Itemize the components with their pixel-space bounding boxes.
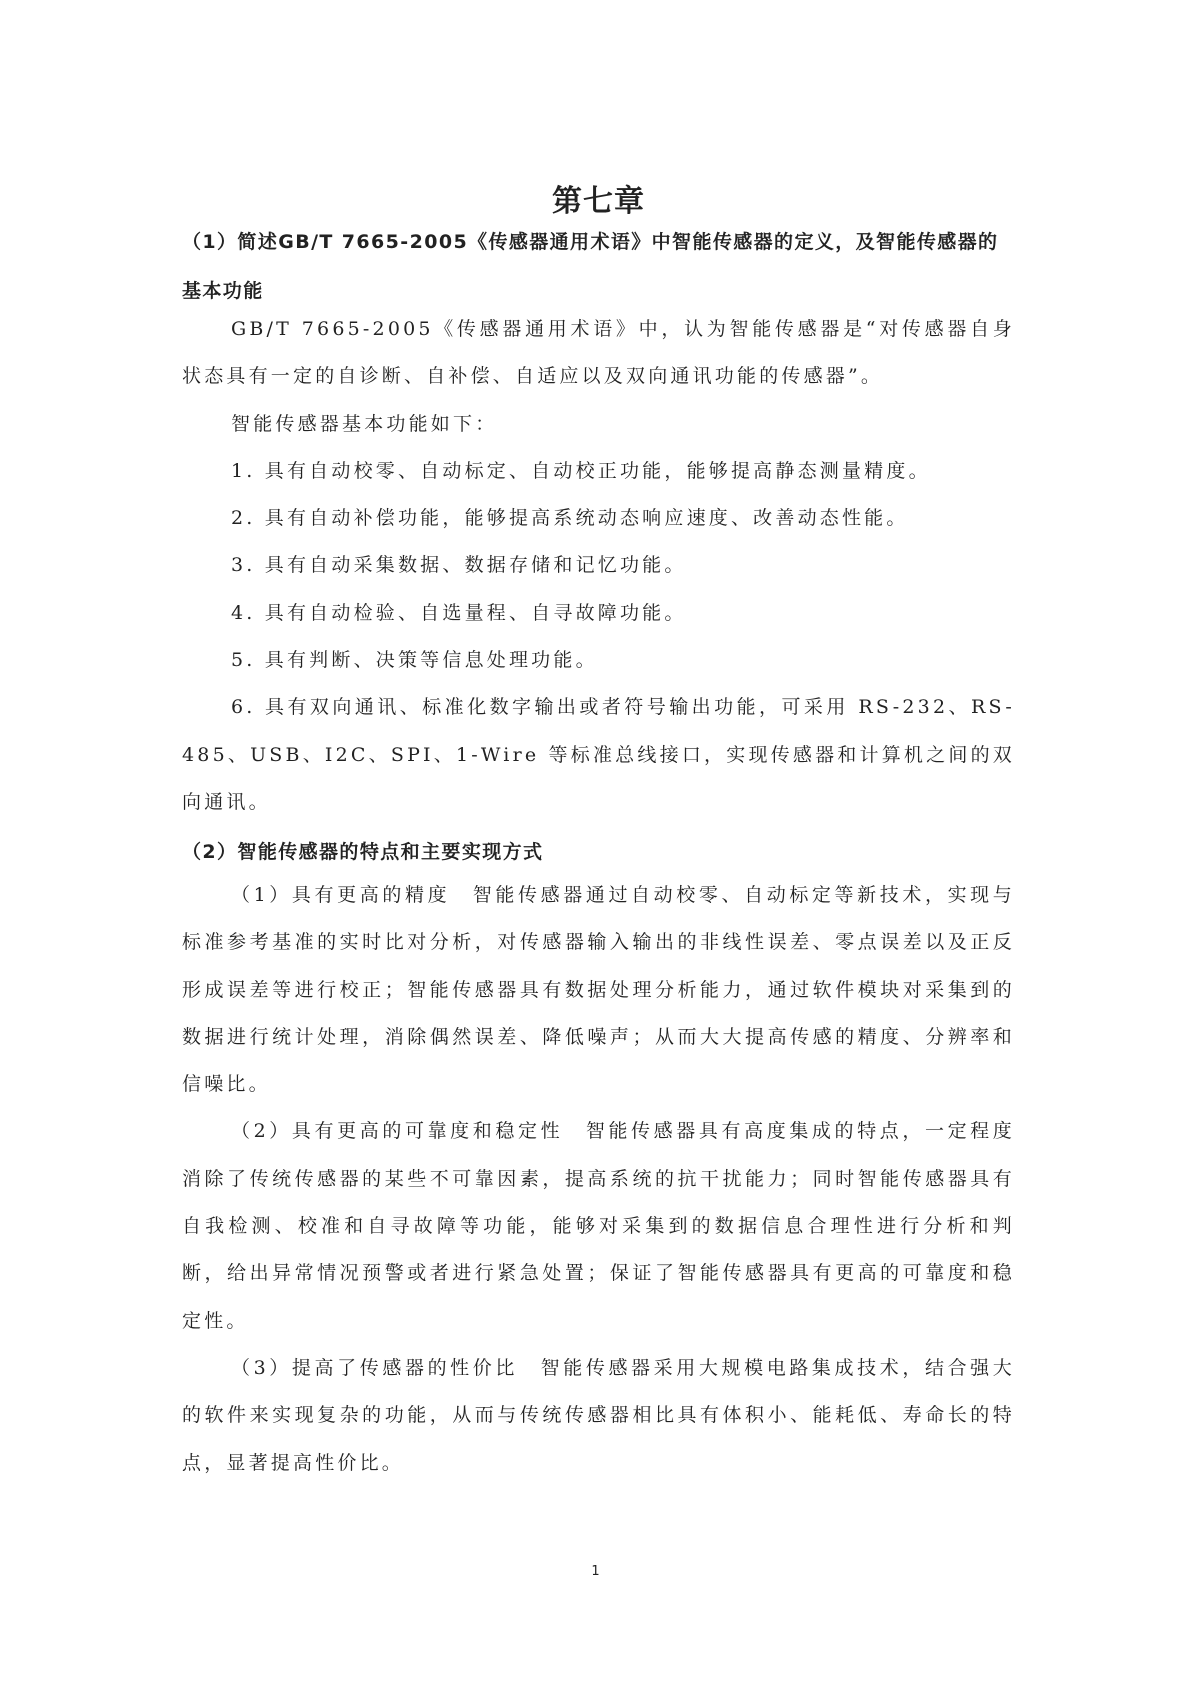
function-item-1: 1. 具有自动校零、自动标定、自动校正功能，能够提高静态测量精度。 <box>231 459 931 482</box>
page-number: 1 <box>591 1564 600 1579</box>
section-2-heading: （2）智能传感器的特点和主要实现方式 <box>182 841 544 863</box>
feature-paragraph-1: （1）具有更高的精度 智能传感器通过自动校零、自动标定等新技术，实现与标准参考基准的实时比对分析，对传感器输入输出的非线性误差、零点误差以及正反形成误差等进行校正；智能传感器具有数据处理分析能力，通过软件模块对采集到的数据进行统计处理，消除偶然误差、降低噪声；从而大大提高传感的精度、分辨率和信噪比。 <box>182 884 1015 1096</box>
feature-paragraph-3: （3）提高了传感器的性价比 智能传感器采用大规模电路集成技术，结合强大的软件来实现复杂的功能，从而与传统传感器相比具有体积小、能耗低、寿命长的特点，显著提高性价比。 <box>182 1356 1015 1474</box>
function-item-3: 3. 具有自动采集数据、数据存储和记忆功能。 <box>231 554 687 577</box>
section-1 <box>182 218 1015 316</box>
function-item-6: 6. 具有双向通讯、标准化数字输出或者符号输出功能，可采用 RS-232、RS-485、USB、I2C、SPI、1-Wire 等标准总线接口，实现传感器和计算机之间的双向通讯。 <box>182 696 1015 813</box>
chapter-title: 第七章 <box>552 184 645 219</box>
section-1-body <box>182 306 1015 826</box>
function-item-5: 5. 具有判断、决策等信息处理功能。 <box>231 649 598 672</box>
section-1-heading: （1）简述GB/T 7665-2005《传感器通用术语》中智能传感器的定义，及智能传感器的基本功能 <box>182 231 999 302</box>
section-2-body <box>182 872 1015 1487</box>
feature-paragraph-2: （2）具有更高的可靠度和稳定性 智能传感器具有高度集成的特点，一定程度消除了传统传感器的某些不可靠因素，提高系统的抗干扰能力；同时智能传感器具有自我检测、校准和自寻故障等功能，能够对采集到的数据信息合理性进行分析和判断，给出异常情况预警或者进行紧急处置；保证了智能传感器具有更高的可靠度和稳定性。 <box>182 1120 1015 1332</box>
functions-intro: 智能传感器基本功能如下： <box>231 412 498 435</box>
function-item-2: 2. 具有自动补偿功能，能够提高系统动态响应速度、改善动态性能。 <box>231 507 909 530</box>
function-item-4: 4. 具有自动检验、自选量程、自寻故障功能。 <box>231 601 687 624</box>
definition-paragraph: GB/T 7665-2005《传感器通用术语》中，认为智能传感器是“对传感器自身状态具有一定的自诊断、自补偿、自适应以及双向通讯功能的传感器”。 <box>182 318 1015 388</box>
section-2 <box>182 828 1015 877</box>
